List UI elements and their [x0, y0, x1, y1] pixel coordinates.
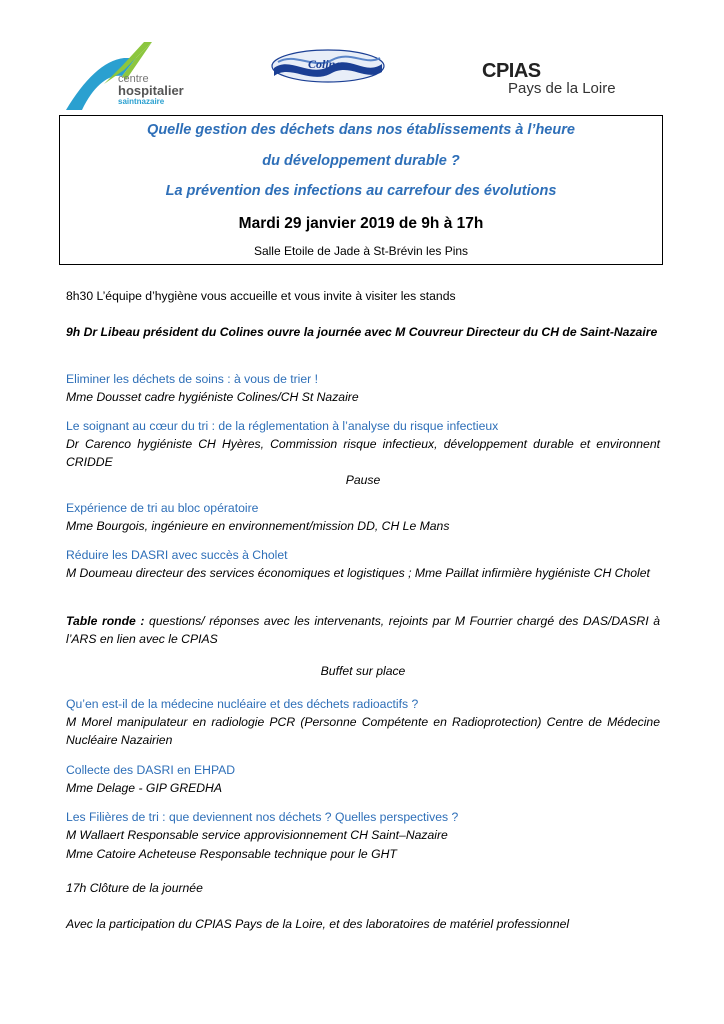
session-3-speaker: Mme Bourgois, ingénieure en environnement/mission DD, CH Le Mans: [66, 519, 450, 533]
session-3-title: Expérience de tri au bloc opératoire: [66, 501, 259, 515]
session-6-title: Collecte des DASRI en EHPAD: [66, 763, 236, 777]
event-place: Salle Etoile de Jade à St-Brévin les Pins: [253, 244, 469, 258]
session-7-speaker-2: Mme Catoire Acheteuse Responsable technique pour le GHT: [66, 847, 397, 861]
centre-hospitalier-logo: [64, 40, 194, 112]
colines-logo-text: Colines: [308, 57, 346, 71]
session-4-title: Réduire les DASRI avec succès à Cholet: [66, 548, 288, 562]
ch-logo-line2: hospitalier: [118, 83, 184, 98]
opening-line: 9h Dr Libeau président du Colines ouvre la journée avec M Couvreur Directeur du CH de Saint-Nazaire: [66, 325, 658, 339]
buffet-line: Buffet sur place: [320, 664, 406, 678]
session-6-speaker: Mme Delage - GIP GREDHA: [66, 781, 222, 795]
session-7-speaker-1: M Wallaert Responsable service approvisionnement CH Saint–Nazaire: [66, 828, 448, 842]
session-7-title: Les Filières de tri : que deviennent nos déchets ? Quelles perspectives ?: [66, 810, 459, 824]
logos-header: [64, 40, 624, 112]
session-5-title: Qu’en est-il de la médecine nucléaire et des déchets radioactifs ?: [66, 697, 419, 711]
title-box: [59, 115, 663, 265]
title-line-2: du développement durable ?: [262, 153, 460, 169]
round-table-text: questions/ réponses avec les intervenants, rejoints par M Fourrier chargé des DAS/DASRI à l’ARS en lien avec le CPIAS: [66, 614, 660, 646]
session-2-title: Le soignant au cœur du tri : de la réglementation à l’analyse du risque infectieux: [66, 419, 499, 433]
colines-logo: [270, 48, 386, 84]
event-date: Mardi 29 janvier 2019 de 9h à 17h: [238, 215, 484, 232]
session-1-title: Eliminer les déchets de soins : à vous de trier !: [66, 372, 318, 386]
session-4-speaker: M Doumeau directeur des services économiques et logistiques ; Mme Paillat infirmière hygiéniste CH Cholet: [66, 566, 650, 580]
title-line-3: La prévention des infections au carrefour des évolutions: [165, 183, 557, 199]
session-2-speaker: Dr Carenco hygiéniste CH Hyères, Commission risque infectieux, développement durable et environnent CRIDDE: [66, 437, 660, 469]
cpias-logo-line1: CPIAS: [482, 60, 541, 82]
footer-line: Avec la participation du CPIAS Pays de la Loire, et des laboratoires de matériel professionnel: [66, 917, 570, 931]
pause-line: Pause: [345, 473, 381, 487]
welcome-line: 8h30 L’équipe d’hygiène vous accueille et vous invite à visiter les stands: [66, 289, 456, 303]
ch-logo-line3: saintnazaire: [118, 97, 165, 106]
session-5-speaker: M Morel manipulateur en radiologie PCR (Personne Compétente en Radioprotection) Centre de Médecine Nucléaire Nazairien: [66, 715, 660, 747]
title-line-1: Quelle gestion des déchets dans nos établissements à l’heure: [147, 122, 575, 138]
session-1-speaker: Mme Dousset cadre hygiéniste Colines/CH St Nazaire: [66, 390, 359, 404]
closing-line: 17h Clôture de la journée: [66, 881, 203, 895]
round-table-label: Table ronde :: [66, 614, 145, 628]
cpias-logo-line2: Pays de la Loire: [508, 80, 616, 97]
ch-logo-line1: centre: [118, 73, 149, 85]
cpias-logo: [482, 60, 632, 100]
round-table-line: [66, 612, 660, 648]
